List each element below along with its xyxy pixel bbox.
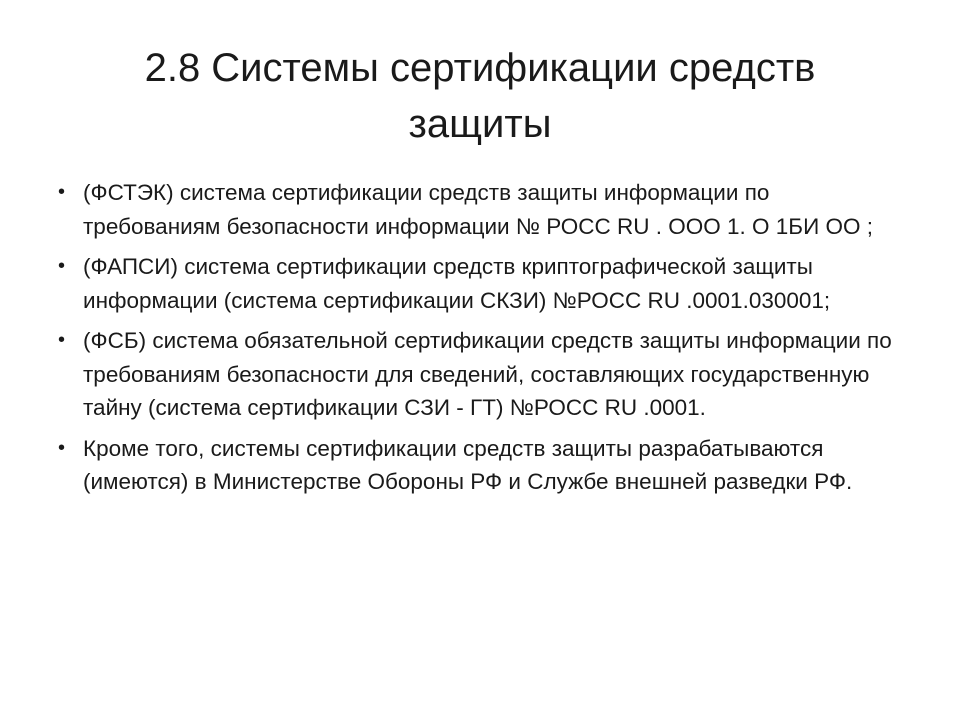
bullet-item-other — [58, 432, 908, 499]
bullet-text: Кроме того, системы сертификации средств защиты разрабатываются (имеются) в Министерстве Обороны РФ и Службе внешней разведки РФ. — [83, 435, 853, 494]
bullet-text: (ФСБ) система обязательной сертификации средств защиты информации по требованиям безопасности для сведений, составляющих государственную тайну (система сертификации СЗИ - ГТ) №РОСС RU .0001. — [83, 328, 892, 420]
bullet-item-fsb — [58, 324, 908, 425]
bullet-point-icon: • — [58, 255, 66, 277]
bullet-text: (ФАПСИ) система сертификации средств криптографической защиты информации (система сертификации СКЗИ) №РОСС RU .0001.030001; — [83, 254, 831, 313]
bullet-point-icon: • — [58, 329, 66, 351]
bullet-point-icon: • — [58, 436, 66, 459]
bullet-list — [58, 176, 908, 506]
slide-title: 2.8 Системы сертификации средств защиты — [144, 46, 816, 146]
bullet-point-icon: • — [58, 181, 66, 203]
bullet-item-fstek — [58, 176, 908, 243]
bullet-text: (ФСТЭК) система сертификации средств защиты информации по требованиям безопасности информации № РОСС RU . ООО 1. О 1БИ ОО ; — [83, 180, 874, 239]
bullet-item-fapsi — [58, 250, 908, 317]
